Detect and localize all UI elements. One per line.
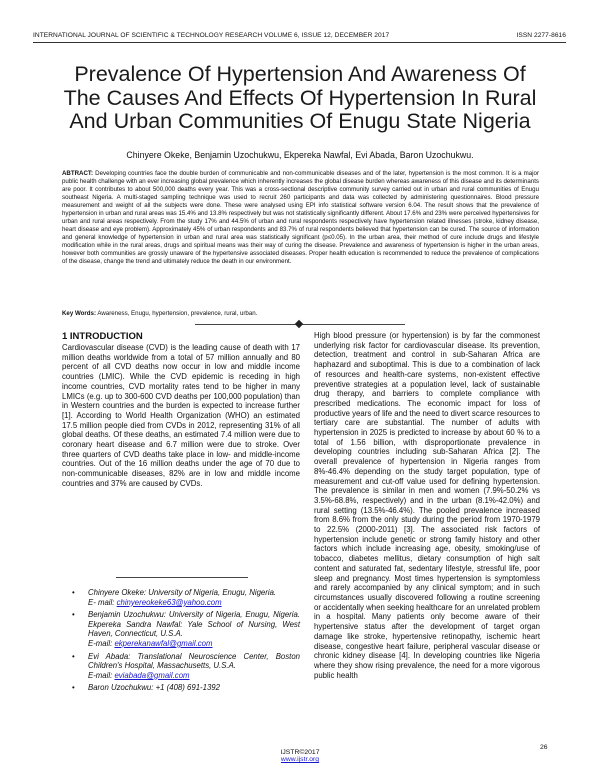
keywords xyxy=(62,310,539,318)
title-line: The Causes And Effects Of Hypertension In Rural xyxy=(63,85,537,110)
email-label: E-mail: xyxy=(88,638,115,648)
email-link[interactable]: ekperekanawfal@gmail.com xyxy=(114,638,213,648)
bullet-icon: • xyxy=(72,651,75,661)
footnote-text: Benjamin Uzochukwu: University of Nigeria, Enugu, Nigeria. Ekpereka Sandra Nawfal: Yale School of Nursing, West Haven, Connecticut, U.S.A. xyxy=(88,610,300,639)
author-footnotes xyxy=(60,588,300,696)
issn: ISSN 2277-8616 xyxy=(516,32,566,39)
email-link[interactable]: chinyereokeke63@yahoo.com xyxy=(116,597,222,607)
keywords-text: Awareness, Enugu, hypertension, prevalence, rural, urban. xyxy=(96,310,258,317)
page-footer xyxy=(0,749,600,764)
paper-title xyxy=(20,63,580,134)
abstract-label: ABTRACT: xyxy=(62,170,94,177)
footnote-item xyxy=(60,652,300,681)
left-column xyxy=(62,331,300,489)
intro-paragraph-continued: High blood pressure (or hypertension) is by far the commonest underlying risk factor for cardiovascular disease. Its prevention, detection, treatment and control in sub-Saharan Africa are haphazard and suboptimal. This is due to a combination of lack of resources and health-care systems, non-existent effective preventive strategies at a population level, lack of sustainable drug therapy, and barriers to complete compliance with prescribed medications. The economic impact for loss of productive years of life and the need to divert scarce resources to tertiary care are substantial. The number of adults with hypertension in 2025 is predicted to increase by about 60 % to a total of 1.56 billion, with disproportionate prevalence in developing countries including sub-Saharan Africa [2]. The overall prevalence of hypertension in Nigeria ranges from 8%-46.4% depending on the study target population, type of measurement and cut-off value used for defining hypertension. The prevalence is similar in men and women (7.9%-50.2% vs 3.5%-68.8%, respectively) and in the urban (8.1%-42.0%) and rural setting (13.5%-46.4%). The pooled prevalence increased from 8.6% from the only study during the period from 1970-1979 to 22.5% (2000-2011) [3]. The associated risk factors of hypertension include genetic or strong family history and other factors which include increasing age, obesity, smoking/use of tobacco, diabetes mellitus, dietary consumption of high salt content and saturated fat, sedentary lifestyle, stressful life, poor sleep and pregnancy. Most times hypertension is symptomless and rarely accompanied by any clinical symptom; and in such circumstances usually discovered following a routine screening or accidentally when seeking healthcare for an unrelated problem in a hospital. Many patients only become aware of their hypertensive status after the development of target organ damage like stroke, hypertensive retinopathy, ischemic heart disease, congestive heart failure, peripheral vascular disease or chronic kidney disease [4]. In developing countries like Nigeria where they show rising prevalence, the need for a more vigorous public health xyxy=(314,331,540,680)
footnote-text: Baron Uzochukwu: +1 (408) 691-1392 xyxy=(88,683,220,693)
abstract xyxy=(62,170,539,266)
email-label: E- mail: xyxy=(88,597,117,607)
footnote-text: Chinyere Okeke: University of Nigeria, Enugu, Nigeria. xyxy=(88,588,277,597)
footnote-item xyxy=(60,683,300,693)
author-list: Chinyere Okeke, Benjamin Uzochukwu, Ekpereka Nawfal, Evi Abada, Baron Uzochukwu. xyxy=(126,150,474,160)
section-divider xyxy=(195,321,405,329)
title-line: And Urban Communities Of Enugu State Nigeria xyxy=(69,109,531,133)
email-label: E-mail: xyxy=(88,670,115,680)
footnote-item xyxy=(60,610,300,648)
page-number: 26 xyxy=(540,744,548,751)
right-column xyxy=(314,331,540,680)
title-line: Prevalence Of Hypertension And Awareness Of xyxy=(74,62,526,86)
bullet-icon: • xyxy=(72,683,75,693)
footnote-rule xyxy=(116,577,248,578)
diamond-ornament xyxy=(295,320,303,328)
section-heading: 1 INTRODUCTION xyxy=(62,331,143,342)
footer-url-link[interactable]: www.ijstr.org xyxy=(280,756,320,764)
bullet-icon: • xyxy=(72,610,75,620)
footnote-item xyxy=(60,588,300,607)
footnote-text: Evi Abada: Translational Neuroscience Center, Boston Children's Hospital, Massachusetts, U.S.A. xyxy=(88,651,300,671)
bullet-icon: • xyxy=(72,588,75,597)
keywords-label: Key Words: xyxy=(62,310,97,317)
header-rule xyxy=(33,42,566,43)
footer-org: IJSTR©2017 xyxy=(280,749,320,756)
intro-paragraph: Cardiovascular disease (CVD) is the leading cause of death with 17 million deaths worldwide from a total of 57 million annually and 80 percent of all CVD deaths now occur in low and middle income countries (LMIC). While the CVD epidemic is receding in high income countries, CVD mortality rates tend to be higher in many LMICs (e.g. up to 300-600 CVD deaths per 100,000 population) than in Western countries and the burden is expected to increase further [1]. According to World Health Organization (WHO) an estimated 17.5 million people died from CVDs in 2012, representing 31% of all global deaths. Of these deaths, an estimated 7.4 million were due to coronary heart disease and 6.7 million were due to stroke. Over three quarters of CVD deaths take place in low- and middle-income countries. Out of the 16 million deaths under the age of 70 due to non-communicable diseases, 82% are in low and middle income countries and 37% are caused by CVDs. xyxy=(62,343,300,488)
abstract-text: Developing countries face the double burden of communicable and non-communicable diseases and of the later, hypertension is the most common. It is a major public health challenge with an ever increasing global prevalence which inherently increases the global disease burden whereas awareness of this disease and its determinants are poor. It contributes to about 500,000 deaths every year. This was a cross-sectional descriptive community survey carried out in urban and rural communities of Enugu southeast Nigeria. A multi-staged sampling technique was used to recruit 260 participants and data was collected by administering questionnaires. Blood pressure measurement and weight of all the subjects were done. These were analysed using EPI info statistical software version 6.04. The result shows that the prevalence of hypertension in urban and rural areas was 15.4% and 13.8% respectively but was not statistically significantly different. About 17.6% and 23% were perceived hypertensives for urban and rural areas respectively. From the study 17% and 44.5% of urban and rural respondents respectively have hypertension related illnesses (stroke, kidney disease, heart disease and eye problem). Approximately 45% of urban respondents and 83.7% of rural respondents believed that hypertension can be cured. The source of information and general knowledge of hypertension in urban and rural area was statistically significant (p≤0.05). In the urban area, their method of cure include drugs and lifestyle modification while in the rural areas, drugs and spiritual means was their way of curing the disease. Prevalence and awareness of hypertension is higher in the urban areas, however both communities are grossly unaware of the hypertensive associated diseases. Proper health education is recommended to reduce the prevalence of complications of the disease, change the trend and ultimately reduce the death in our environment. xyxy=(62,170,539,265)
journal-title: INTERNATIONAL JOURNAL OF SCIENTIFIC & TECHNOLOGY RESEARCH VOLUME 6, ISSUE 12, DECEMBER 2017 xyxy=(33,32,390,39)
email-link[interactable]: eviabada@gmail.com xyxy=(114,670,190,680)
